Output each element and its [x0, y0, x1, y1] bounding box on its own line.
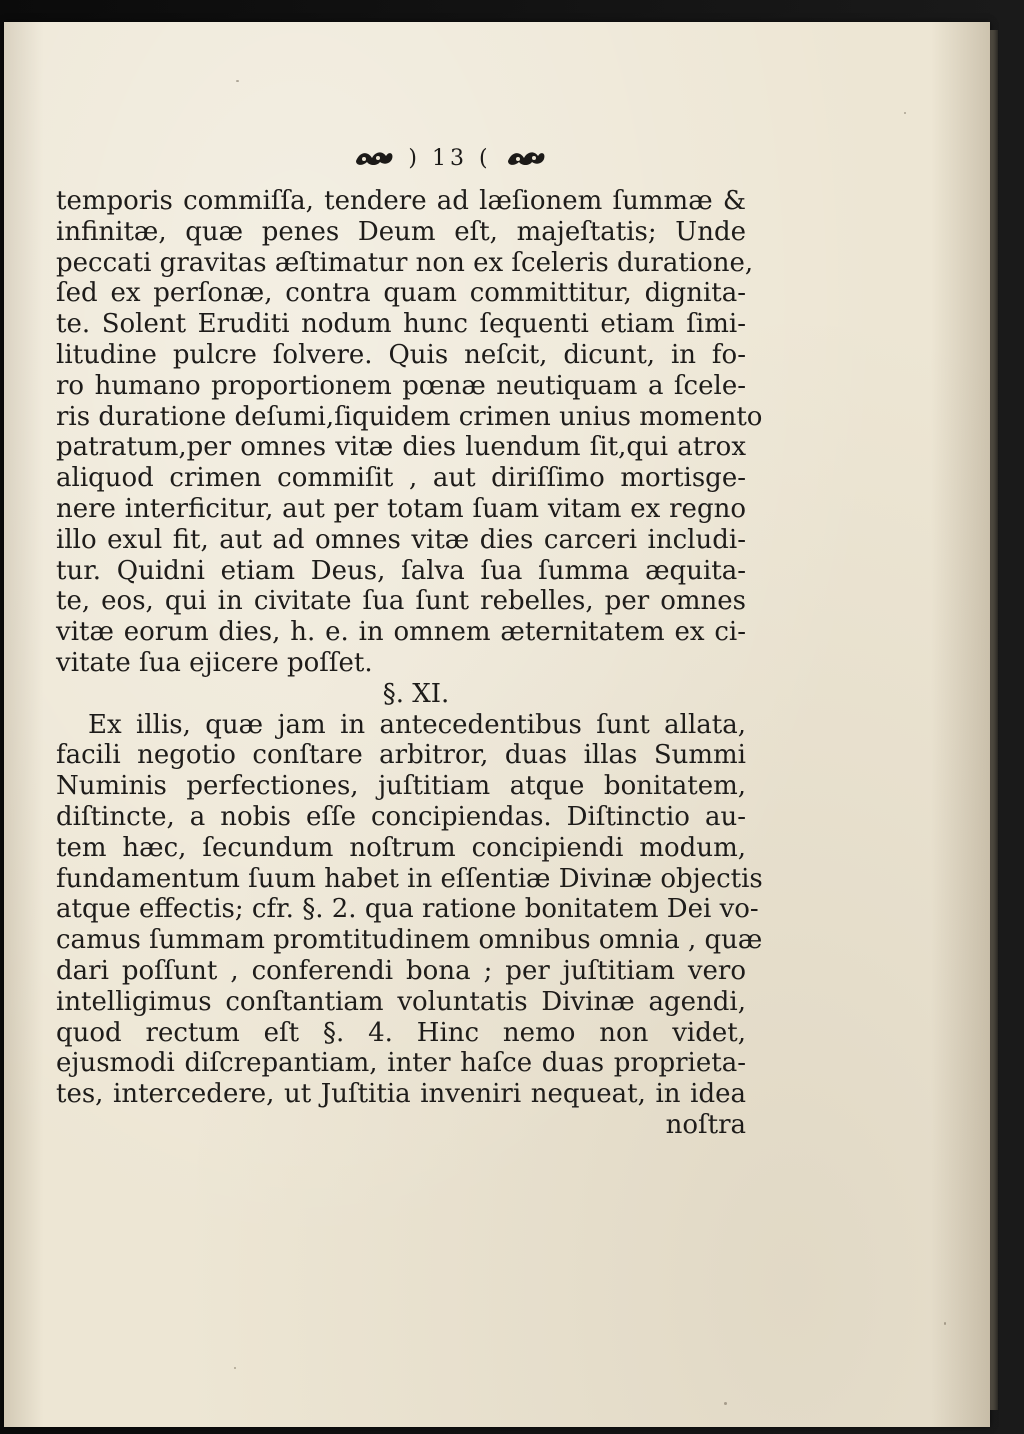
text-line: intelligimus conſtantiam voluntatis Divinæ agendi, [56, 986, 746, 1017]
text-line: atque effectis; cfr. §. 2. qua ratione bonitatem Dei vo- [56, 894, 759, 925]
text-line: tem hæc, ſecundum noſtrum concipiendi modum, [56, 832, 746, 863]
page-number: ) 13 ( [408, 145, 492, 171]
section-heading: §. XI. [382, 678, 450, 709]
text-line: tur. Quidni etiam Deus, ſalva ſua ſumma æquita- [56, 555, 746, 586]
text-line: te, eos, qui in civitate ſua ſunt rebelles, per omnes [56, 586, 746, 617]
text-line: peccati gravitas æſtimatur non ex ſceleris duratione, [56, 247, 754, 278]
text-line: ris duratione deſumi,ſiquidem crimen unius momento [56, 401, 763, 432]
text-line: dari poſſunt , conferendi bona ; per juſtitiam vero [56, 955, 746, 986]
catchword: noſtra [665, 1109, 746, 1140]
body-text [56, 186, 763, 1141]
text-line: diſtincte, a nobis eſſe concipiendas. Diſtinctio au- [56, 801, 746, 832]
text-line: infinitæ, quæ penes Deum eſt, majeſtatis; Unde [56, 216, 746, 247]
text-line: fundamentum ſuum habet in eſſentiæ Divinæ objectis [56, 863, 763, 894]
fleuron-right-icon [504, 147, 548, 169]
text-line: nere interficitur, aut per totam ſuam vitam ex regno [56, 493, 746, 524]
text-line: quod rectum eſt §. 4. Hinc nemo non videt, [56, 1017, 746, 1048]
text-line: te. Solent Eruditi nodum hunc ſequenti etiam ſimi- [56, 309, 746, 340]
text-line: facili negotio conſtare arbitror, duas illas Summi [56, 740, 746, 771]
text-line: temporis commiſſa, tendere ad læſionem ſummæ & [56, 186, 746, 216]
text-line: patratum,per omnes vitæ dies luendum ſit,qui atrox [56, 432, 746, 463]
page-edge [990, 30, 998, 1410]
text-line: ro humano proportionem pœnæ neutiquam a ſcele- [56, 370, 746, 401]
fleuron-left-icon [352, 147, 396, 169]
text-line: vitæ eorum dies, h. e. in omnem æternitatem ex ci- [56, 617, 746, 648]
text-line: vitate ſua ejicere poſſet. [56, 647, 373, 678]
text-line: illo exul fit, aut ad omnes vitæ dies carceri includi- [56, 524, 746, 555]
text-line: ſed ex perſonæ, contra quam committitur, dignita- [56, 278, 746, 309]
text-line: Ex illis, quæ jam in antecedentibus ſunt allata, [88, 709, 746, 740]
text-line: Numinis perfectiones, juſtitiam atque bonitatem, [56, 771, 746, 802]
text-line: litudine pulcre ſolvere. Quis neſcit, dicunt, in fo- [56, 339, 746, 370]
text-line: tes, intercedere, ut Juſtitia inveniri nequeat, in idea [56, 1079, 746, 1110]
running-head [300, 140, 600, 176]
text-line: camus ſummam promtitudinem omnibus omnia , quæ [56, 925, 763, 956]
text-line: aliquod crimen commiſit , aut diriſſimo mortisge- [56, 463, 746, 494]
text-line: ejusmodi diſcrepantiam, inter haſce duas proprieta- [56, 1048, 746, 1079]
